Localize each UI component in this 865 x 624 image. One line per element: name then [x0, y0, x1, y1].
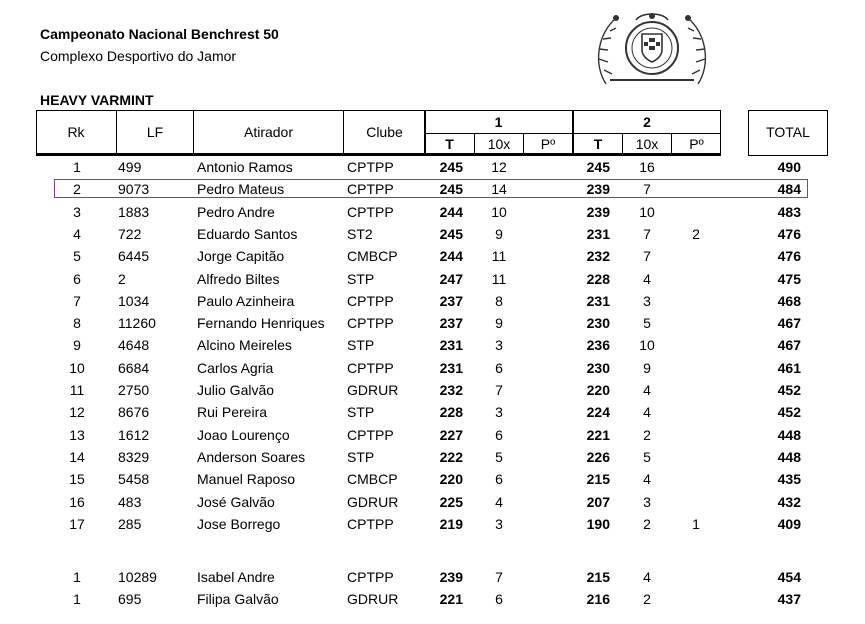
column-header-round1: 1 [494, 113, 503, 130]
cell-club: CPTPP [347, 359, 394, 376]
cell-round1-total: 228 [439, 404, 463, 421]
cell-round2-10x: 4 [643, 382, 651, 398]
table-row [0, 201, 865, 223]
cell-license: 11260 [118, 315, 156, 332]
cell-total: 467 [777, 337, 801, 354]
document-title: Campeonato Nacional Benchrest 50 [40, 26, 279, 42]
cell-round1-10x: 6 [495, 359, 503, 376]
cell-round1-10x: 8 [495, 292, 503, 309]
column-header-po2: Pº [689, 136, 704, 152]
cell-round1-10x: 6 [495, 591, 503, 608]
cell-rank: 13 [69, 426, 85, 443]
table-row [0, 379, 865, 401]
cell-shooter-name: José Galvão [197, 493, 275, 510]
column-header-round2: 2 [643, 113, 651, 130]
cell-club: ST2 [347, 225, 373, 242]
cell-round2-total: 239 [586, 203, 610, 220]
cell-shooter-name: Filipa Galvão [197, 591, 279, 608]
cell-rank: 7 [73, 292, 81, 309]
cell-rank: 12 [69, 404, 85, 421]
cell-round2-total: 231 [586, 225, 610, 242]
cell-round1-10x: 10 [491, 203, 507, 220]
cell-license: 722 [118, 225, 142, 242]
cell-round1-10x: 9 [495, 315, 503, 332]
cell-rank: 15 [69, 471, 85, 488]
cell-round1-total: 239 [439, 569, 463, 585]
cell-rank: 11 [69, 382, 85, 398]
cell-round1-total: 237 [439, 292, 463, 309]
cell-rank: 2 [73, 181, 81, 198]
cell-round1-total: 245 [439, 225, 463, 242]
cell-round2-total: 232 [586, 248, 610, 265]
cell-total: 490 [777, 159, 801, 175]
cell-round2-total: 230 [586, 315, 610, 332]
cell-shooter-name: Alfredo Biltes [197, 270, 280, 287]
cell-club: CMBCP [347, 471, 398, 488]
cell-club: CPTPP [347, 426, 394, 443]
cell-round1-10x: 11 [491, 270, 507, 287]
table-row [0, 223, 865, 245]
cell-rank: 17 [69, 515, 85, 532]
cell-round2-total: 190 [586, 515, 610, 532]
cell-round2-total: 228 [586, 270, 610, 287]
cell-license: 9073 [118, 181, 150, 198]
cell-total: 484 [777, 181, 801, 198]
column-header-t2: T [593, 136, 603, 152]
cell-round1-10x: 3 [495, 337, 503, 354]
cell-shooter-name: Julio Galvão [197, 382, 275, 398]
coat-of-arms-emblem [586, 6, 718, 90]
cell-license: 499 [118, 159, 142, 175]
cell-club: CPTPP [347, 203, 394, 220]
cell-license: 8329 [118, 448, 150, 465]
cell-round2-total: 230 [586, 359, 610, 376]
cell-round2-10x: 7 [643, 181, 651, 198]
cell-round2-total: 239 [586, 181, 610, 198]
cell-shooter-name: Fernando Henriques [197, 315, 325, 332]
cell-round2-10x: 2 [643, 515, 651, 532]
cell-rank: 6 [73, 270, 81, 287]
cell-license: 8676 [118, 404, 150, 421]
table-row [0, 290, 865, 312]
cell-club: CPTPP [347, 181, 394, 198]
cell-rank: 16 [69, 493, 85, 510]
table-row [0, 357, 865, 379]
cell-rank: 14 [69, 448, 85, 465]
cell-shooter-name: Isabel Andre [197, 569, 275, 585]
cell-round2-10x: 9 [643, 359, 651, 376]
cell-total: 475 [777, 270, 801, 287]
cell-round2-total: 215 [586, 569, 610, 585]
table-row [0, 424, 865, 446]
cell-shooter-name: Anderson Soares [197, 448, 306, 465]
cell-round2-10x: 5 [643, 315, 651, 332]
table-row [0, 446, 865, 468]
column-header-total: TOTAL [766, 124, 810, 140]
cell-total: 452 [777, 382, 801, 398]
cell-total: 467 [777, 315, 801, 332]
table-row [0, 468, 865, 490]
cell-round2-10x: 10 [639, 203, 655, 220]
cell-round2-10x: 7 [643, 248, 651, 265]
venue-subtitle: Complexo Desportivo do Jamor [40, 48, 237, 64]
cell-total: 435 [777, 471, 801, 488]
cell-total: 432 [777, 493, 801, 510]
column-header-name: Atirador [243, 124, 294, 140]
cell-round2-total: 236 [586, 337, 610, 354]
cell-round2-total: 220 [586, 382, 610, 398]
cell-license: 1883 [118, 203, 150, 220]
column-header-rk: Rk [67, 124, 85, 140]
cell-license: 10289 [118, 569, 157, 585]
table-row [0, 156, 865, 178]
cell-rank: 4 [73, 225, 81, 242]
cell-round1-total: 245 [439, 181, 463, 198]
cell-round2-10x: 4 [643, 569, 651, 585]
cell-round1-10x: 7 [495, 382, 503, 398]
cell-round2-total: 224 [586, 404, 610, 421]
cell-round1-total: 227 [439, 426, 463, 443]
cell-round2-total: 216 [586, 591, 610, 608]
cell-license: 4648 [118, 337, 150, 354]
cell-round1-10x: 12 [491, 159, 507, 175]
cell-round2-10x: 4 [643, 270, 651, 287]
cell-round1-total: 232 [439, 382, 463, 398]
cell-total: 448 [777, 448, 801, 465]
cell-round2-po: 2 [692, 225, 700, 242]
cell-club: CPTPP [347, 292, 394, 309]
cell-round1-10x: 14 [491, 181, 507, 198]
cell-round2-10x: 2 [643, 426, 651, 443]
cell-round1-total: 225 [439, 493, 463, 510]
table-row [0, 513, 865, 535]
cell-round2-10x: 7 [643, 225, 651, 242]
cell-round2-po: 1 [692, 515, 700, 532]
cell-round2-total: 231 [586, 292, 610, 309]
cell-shooter-name: Pedro Andre [197, 203, 275, 220]
cell-round2-10x: 4 [643, 471, 651, 488]
cell-round1-total: 247 [439, 270, 463, 287]
cell-total: 448 [777, 426, 801, 443]
cell-total: 461 [777, 359, 801, 376]
table-row [0, 491, 865, 513]
table-row [0, 245, 865, 267]
cell-license: 695 [118, 591, 142, 608]
cell-rank: 5 [73, 248, 81, 265]
cell-round1-total: 245 [439, 159, 463, 175]
ladies-table-row [0, 566, 865, 588]
cell-license: 483 [118, 493, 142, 510]
cell-round1-10x: 7 [495, 569, 503, 585]
cell-license: 6445 [118, 248, 150, 265]
cell-round2-10x: 3 [643, 493, 651, 510]
cell-round1-10x: 3 [495, 515, 503, 532]
cell-round1-10x: 6 [495, 471, 503, 488]
cell-rank: 8 [73, 315, 81, 332]
cell-rank: 1 [73, 159, 81, 175]
cell-round2-total: 215 [586, 471, 610, 488]
column-header-lf: LF [146, 124, 164, 140]
cell-shooter-name: Manuel Raposo [197, 471, 296, 488]
cell-total: 454 [777, 569, 801, 585]
table-row [0, 401, 865, 423]
cell-license: 1034 [118, 292, 150, 309]
cell-shooter-name: Jose Borrego [197, 515, 281, 532]
cell-round2-10x: 5 [643, 448, 651, 465]
column-header-t1: T [445, 136, 454, 152]
cell-total: 476 [777, 248, 801, 265]
cell-shooter-name: Eduardo Santos [197, 225, 298, 242]
cell-round2-total: 245 [586, 159, 610, 175]
cell-license: 285 [118, 515, 142, 532]
cell-club: CPTPP [347, 159, 394, 175]
cell-total: 452 [777, 404, 801, 421]
cell-round1-total: 222 [439, 448, 463, 465]
ladies-table-row [0, 588, 865, 610]
table-row [0, 312, 865, 334]
table-row [0, 268, 865, 290]
cell-shooter-name: Jorge Capitão [197, 248, 285, 265]
cell-round2-10x: 16 [639, 159, 655, 175]
cell-club: GDRUR [347, 382, 399, 398]
cell-round2-total: 226 [586, 448, 610, 465]
cell-club: CPTPP [347, 315, 394, 332]
cell-rank: 1 [73, 569, 81, 585]
cell-club: STP [347, 448, 375, 465]
column-header-club: Clube [366, 124, 403, 140]
table-row [0, 178, 865, 200]
cell-rank: 3 [73, 203, 81, 220]
cell-rank: 10 [69, 359, 85, 376]
cell-round2-total: 221 [586, 426, 610, 443]
cell-round1-10x: 11 [491, 248, 507, 265]
column-header-10x1: 10x [487, 136, 511, 152]
cell-total: 476 [777, 225, 801, 242]
column-header-10x2: 10x [635, 136, 659, 152]
cell-round1-total: 231 [439, 337, 463, 354]
cell-club: CPTPP [347, 515, 394, 532]
cell-shooter-name: Antonio Ramos [197, 159, 293, 175]
cell-round1-total: 237 [439, 315, 463, 332]
cell-club: GDRUR [347, 591, 399, 608]
cell-round1-total: 221 [439, 591, 463, 608]
cell-round1-total: 220 [439, 471, 463, 488]
cell-rank: 1 [73, 591, 81, 608]
cell-round1-total: 244 [439, 203, 463, 220]
cell-shooter-name: Paulo Azinheira [197, 292, 295, 309]
cell-total: 409 [777, 515, 801, 532]
cell-round2-10x: 10 [639, 337, 655, 354]
cell-total: 437 [777, 591, 801, 608]
cell-shooter-name: Joao Lourenço [197, 426, 290, 443]
cell-shooter-name: Carlos Agria [197, 359, 274, 376]
column-header-po1: Pº [540, 136, 556, 152]
cell-club: CPTPP [347, 569, 394, 585]
cell-club: STP [347, 337, 375, 354]
cell-round2-total: 207 [586, 493, 610, 510]
cell-shooter-name: Alcino Meireles [197, 337, 292, 354]
cell-license: 5458 [118, 471, 150, 488]
cell-license: 6684 [118, 359, 150, 376]
cell-license: 2750 [118, 382, 150, 398]
cell-round1-total: 231 [439, 359, 463, 376]
cell-round2-10x: 3 [643, 292, 651, 309]
cell-round1-total: 219 [439, 515, 463, 532]
cell-license: 2 [118, 270, 126, 287]
cell-total: 468 [777, 292, 801, 309]
cell-club: STP [347, 270, 375, 287]
cell-total: 483 [777, 203, 801, 220]
cell-shooter-name: Pedro Mateus [197, 181, 285, 198]
cell-round1-10x: 5 [495, 448, 503, 465]
cell-round1-10x: 6 [495, 426, 503, 443]
cell-club: GDRUR [347, 493, 399, 510]
cell-round2-10x: 4 [643, 404, 651, 421]
cell-rank: 9 [73, 337, 81, 354]
cell-club: CMBCP [347, 248, 398, 265]
cell-round1-10x: 9 [495, 225, 503, 242]
cell-round1-total: 244 [439, 248, 463, 265]
cell-round1-10x: 3 [495, 404, 503, 421]
category-heading: HEAVY VARMINT [40, 92, 154, 108]
cell-shooter-name: Rui Pereira [197, 404, 268, 421]
cell-license: 1612 [118, 426, 150, 443]
cell-round2-10x: 2 [643, 591, 651, 608]
cell-club: STP [347, 404, 375, 421]
cell-round1-10x: 4 [495, 493, 503, 510]
table-row [0, 334, 865, 356]
